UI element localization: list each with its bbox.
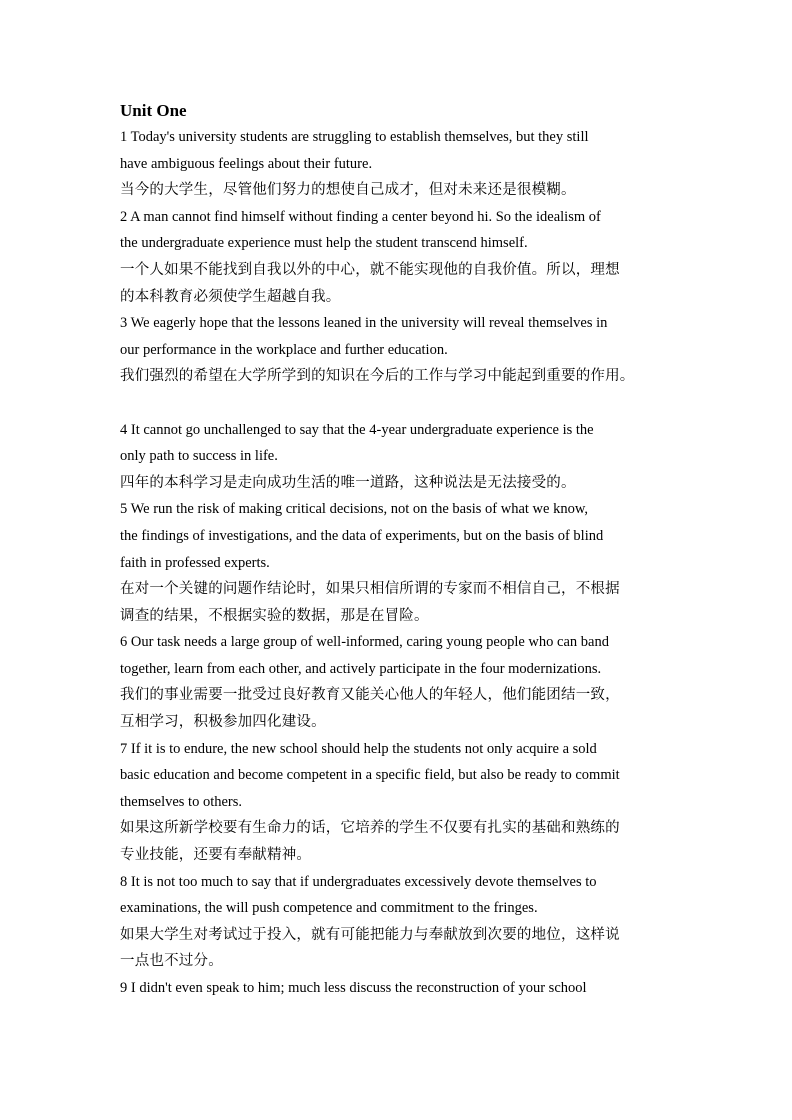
english-sentence-line: the undergraduate experience must help the student transcend himself. — [120, 235, 528, 252]
english-sentence-line: examinations, the will push competence and commitment to the fringes. — [120, 900, 538, 917]
english-sentence-line: 9 I didn't even speak to him; much less discuss the reconstruction of your school — [120, 980, 587, 996]
english-sentence-line: 4 It cannot go unchallenged to say that the 4-year undergraduate experience is the — [120, 421, 594, 438]
document-body — [120, 124, 680, 1002]
chinese-translation-line: 在对一个关键的问题作结论时，如果只相信所谓的专家而不相信自己，不根据 — [120, 581, 620, 598]
document-page — [120, 98, 680, 1002]
english-sentence-line: faith in professed experts. — [120, 554, 270, 571]
chinese-translation-line: 四年的本科学习是走向成功生活的唯一道路，这种说法是无法接受的。 — [120, 474, 576, 491]
chinese-translation-line: 如果大学生对考试过于投入，就有可能把能力与奉献放到次要的地位，这样说 — [120, 926, 620, 943]
chinese-translation-line: 一个人如果不能找到自我以外的中心，就不能实现他的自我价值。所以，理想 — [120, 261, 620, 278]
english-sentence-line: themselves to others. — [120, 793, 243, 810]
chinese-translation-line: 互相学习，积极参加四化建设。 — [120, 714, 326, 731]
chinese-translation-line: 如果这所新学校要有生命力的话，它培养的学生不仅要有扎实的基础和熟练的 — [120, 820, 620, 837]
chinese-translation-line: 当今的大学生，尽管他们努力的想使自己成才，但对未来还是很模糊。 — [120, 182, 576, 199]
english-sentence-line: 1 Today's university students are struggling to establish themselves, but they still — [120, 129, 589, 145]
blank-line — [120, 390, 680, 417]
english-sentence-line: 7 If it is to endure, the new school should help the students not only acquire a sold — [120, 740, 597, 757]
chinese-translation-line: 一点也不过分。 — [120, 953, 223, 970]
english-sentence-line: 6 Our task needs a large group of well-informed, caring young people who can band — [120, 634, 609, 651]
chinese-translation-line: 我们的事业需要一批受过良好教育又能关心他人的年轻人，他们能团结一致， — [120, 687, 620, 704]
chinese-translation-line: 调查的结果，不根据实验的数据，那是在冒险。 — [120, 607, 429, 624]
english-sentence-line: 8 It is not too much to say that if undergraduates excessively devote themselves to — [120, 873, 597, 890]
chinese-translation-line: 我们强烈的希望在大学所学到的知识在今后的工作与学习中能起到重要的作用。 — [120, 368, 635, 385]
english-sentence-line: 3 We eagerly hope that the lessons leaned in the university will reveal themselves in — [120, 315, 608, 332]
chinese-translation-line: 专业技能，还要有奉献精神。 — [120, 847, 312, 864]
english-sentence-line: 2 A man cannot find himself without finding a center beyond hi. So the idealism of — [120, 208, 601, 225]
english-sentence-line: only path to success in life. — [120, 448, 278, 465]
chinese-translation-line: 的本科教育必须使学生超越自我。 — [120, 288, 341, 305]
english-sentence-line: our performance in the workplace and further education. — [120, 341, 448, 358]
english-sentence-line: basic education and become competent in a specific field, but also be ready to commit — [120, 767, 620, 784]
english-sentence-line: 5 We run the risk of making critical decisions, not on the basis of what we know, — [120, 501, 588, 518]
english-sentence-line: the findings of investigations, and the data of experiments, but on the basis of blind — [120, 527, 604, 544]
english-sentence-line: have ambiguous feelings about their future. — [120, 155, 373, 172]
unit-title: Unit One — [120, 101, 187, 120]
english-sentence-line: together, learn from each other, and actively participate in the four modernizations. — [120, 660, 602, 677]
